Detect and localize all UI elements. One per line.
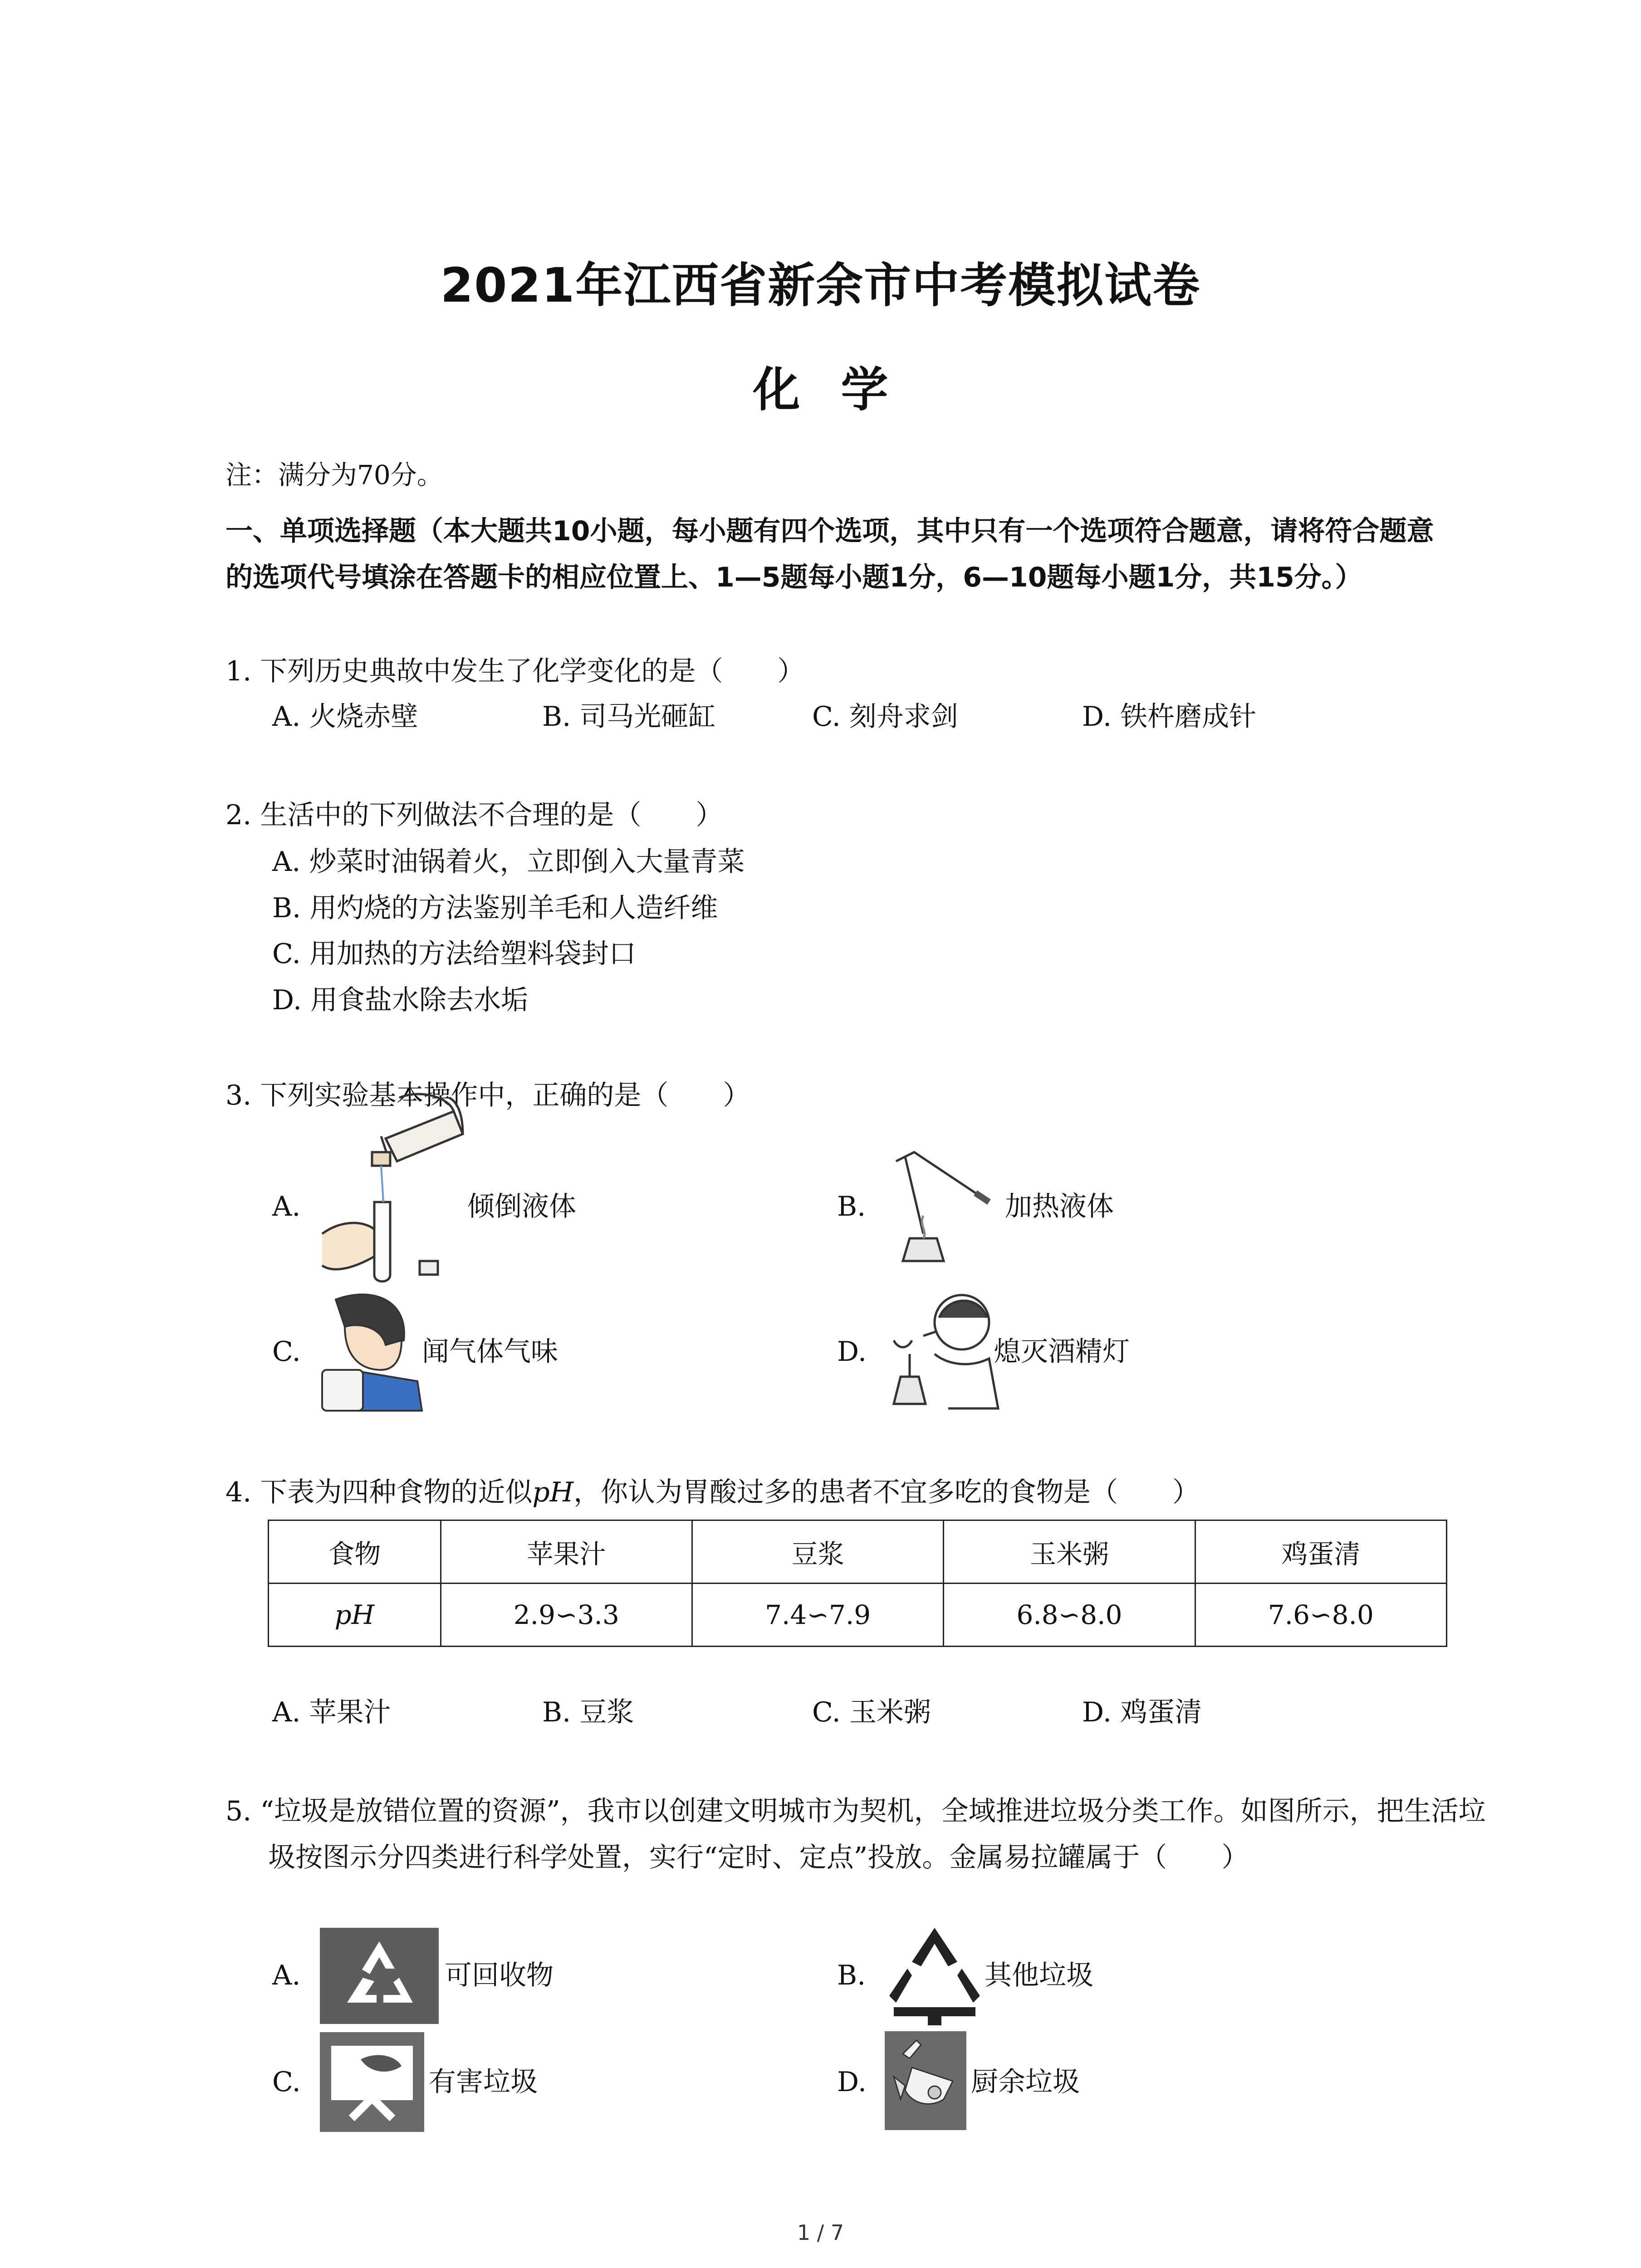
q1-option-d: D. 铁杵磨成针 xyxy=(1082,701,1257,733)
q3-stem: 3. 下列实验基本操作中，正确的是（ ） xyxy=(225,1080,750,1111)
q3-option-c-label: 闻气体气味 xyxy=(422,1336,558,1368)
hazardous-waste-icon xyxy=(320,2032,424,2132)
q4-stem-suffix: ，你认为胃酸过多的患者不宜多吃的食物是（ ） xyxy=(573,1476,1200,1508)
score-note: 注：满分为70分。 xyxy=(225,459,443,490)
recyclable-icon xyxy=(320,1928,439,2024)
table-row-label: pH xyxy=(269,1584,441,1647)
kitchen-waste-icon xyxy=(885,2031,966,2130)
q1-stem: 1. 下列历史典故中发生了化学变化的是（ ） xyxy=(225,655,805,687)
q2-option-c: C. 用加热的方法给塑料袋封口 xyxy=(272,938,636,970)
q4-stem-ph: pH xyxy=(532,1476,574,1508)
table-header-row xyxy=(269,1520,1447,1584)
q3-option-d-letter: D. xyxy=(837,1336,867,1368)
q4-option-d: D. 鸡蛋清 xyxy=(1082,1696,1202,1728)
table-header-cell: 食物 xyxy=(269,1520,441,1584)
q4-option-c: C. 玉米粥 xyxy=(812,1696,931,1728)
q5-option-a-letter: A. xyxy=(272,1960,301,1991)
ph-table xyxy=(268,1520,1447,1647)
q2-option-a: A. 炒菜时油锅着火，立即倒入大量青菜 xyxy=(272,846,745,878)
table-header-cell: 玉米粥 xyxy=(944,1520,1195,1584)
q2-option-b: B. 用灼烧的方法鉴别羊毛和人造纤维 xyxy=(272,892,718,924)
q1-option-b: B. 司马光砸缸 xyxy=(542,701,716,733)
q5-option-c-letter: C. xyxy=(272,2066,301,2098)
q4-option-a: A. 苹果汁 xyxy=(272,1696,391,1728)
page-number: 1 / 7 xyxy=(797,2220,844,2245)
q4-stem xyxy=(225,1476,1200,1508)
table-cell: 7.4∽7.9 xyxy=(692,1584,943,1647)
q5-option-a-label: 可回收物 xyxy=(445,1960,554,1991)
q5-option-d-letter: D. xyxy=(837,2066,867,2098)
q2-stem: 2. 生活中的下列做法不合理的是（ ） xyxy=(225,799,723,831)
q1-option-c: C. 刻舟求剑 xyxy=(812,701,958,733)
q2-option-d: D. 用食盐水除去水垢 xyxy=(272,984,529,1016)
q5-option-b-label: 其他垃圾 xyxy=(985,1960,1093,1991)
q3-option-a-letter: A. xyxy=(272,1191,301,1222)
table-header-cell: 豆浆 xyxy=(692,1520,943,1584)
q5-option-b-letter: B. xyxy=(837,1960,866,1991)
q5-option-d-label: 厨余垃圾 xyxy=(971,2066,1080,2098)
table-header-cell: 苹果汁 xyxy=(441,1520,692,1584)
q5-stem: 5. “垃圾是放错位置的资源”，我市以创建文明城市为契机，全域推进垃圾分类工作。如图所示，把生活垃圾按图示分四类进行科学处置，实行“定时、定点”投放。金属易拉罐属于（ ） xyxy=(225,1795,1486,1873)
extinguishing-lamp-icon xyxy=(880,1286,1003,1413)
other-waste-icon xyxy=(885,1923,985,2028)
table-row xyxy=(269,1584,1447,1647)
section-header: 一、单项选择题（本大题共10小题，每小题有四个选项，其中只有一个选项符合题意，请将符合题意的选项代号填涂在答题卡的相应位置上、1—5题每小题1分，6—10题每小题1分，共15分。） xyxy=(225,515,1434,593)
smelling-gas-icon xyxy=(318,1290,426,1413)
table-cell: 6.8∽8.0 xyxy=(944,1584,1195,1647)
table-cell: 7.6∽8.0 xyxy=(1195,1584,1446,1647)
pouring-liquid-icon xyxy=(318,1084,472,1293)
q3-option-b-letter: B. xyxy=(837,1191,866,1222)
table-header-cell: 鸡蛋清 xyxy=(1195,1520,1446,1584)
heating-liquid-icon xyxy=(878,1143,1005,1270)
q4-stem-prefix: 4. 下表为四种食物的近似 xyxy=(225,1476,533,1508)
subject-title: 化学 xyxy=(753,362,929,417)
table-cell: 2.9∽3.3 xyxy=(441,1584,692,1647)
q3-option-a-label: 倾倒液体 xyxy=(467,1191,576,1222)
q3-option-c-letter: C. xyxy=(272,1336,301,1368)
exam-title: 2021年江西省新余市中考模拟试卷 xyxy=(440,258,1201,313)
q1-option-a: A. 火烧赤壁 xyxy=(272,701,418,733)
q3-option-b-label: 加热液体 xyxy=(1005,1191,1114,1222)
q3-option-d-label: 熄灭酒精灯 xyxy=(994,1336,1130,1368)
q5-option-c-label: 有害垃圾 xyxy=(429,2066,538,2098)
q4-option-b: B. 豆浆 xyxy=(542,1696,634,1728)
